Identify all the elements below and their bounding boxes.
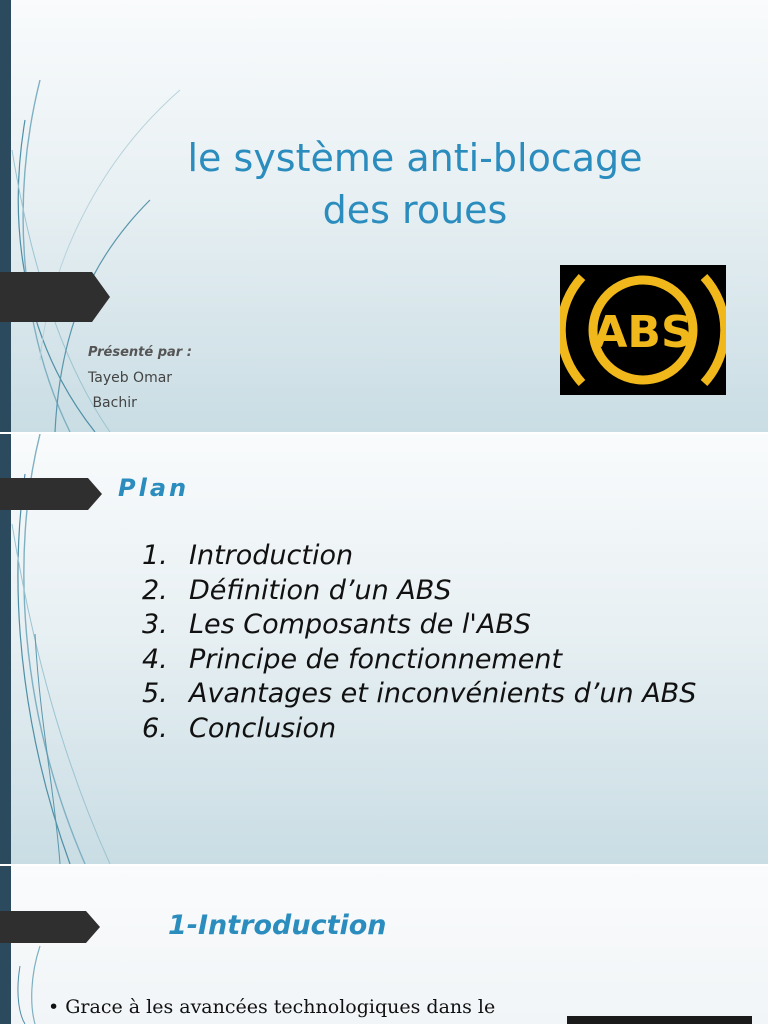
presented-by-label: Présenté par : [88, 345, 192, 360]
introduction-title: 1-Introduction [168, 910, 387, 941]
title-tab-marker [0, 272, 110, 322]
plan-item [142, 574, 696, 609]
author-name-1: Tayeb Omar [88, 370, 173, 386]
plan-item-number: 6. [142, 712, 168, 744]
slide-title [0, 0, 768, 432]
plan-item [142, 608, 696, 643]
title-line-1: le système anti-blocage [187, 136, 643, 180]
image-edge [567, 1016, 752, 1024]
plan-item-label: Principe de fonctionnement [189, 643, 563, 675]
plan-item [142, 712, 696, 747]
plan-item-number: 1. [142, 540, 168, 571]
intro-tab-marker [0, 911, 100, 943]
plan-item [142, 643, 696, 678]
plan-item-number: 2. [142, 574, 168, 606]
author-name-2: Bachir [88, 395, 137, 411]
plan-tab-marker [0, 478, 102, 510]
plan-item [142, 677, 696, 712]
plan-item-number: 4. [142, 643, 168, 675]
plan-list [142, 539, 696, 746]
presentation-title [150, 132, 680, 236]
plan-item-label: Conclusion [189, 712, 337, 744]
plan-item-number: 5. [142, 678, 168, 709]
abs-logo-text: ABS [593, 307, 693, 358]
introduction-bullet: • Grace à les avancées technologiques dans le [48, 996, 496, 1018]
plan-title: Plan [118, 474, 190, 502]
abs-warning-logo [560, 265, 726, 395]
plan-item [142, 539, 696, 574]
plan-item-label: Avantages et inconvénients d’un ABS [189, 678, 697, 709]
slide-plan [0, 434, 768, 864]
title-line-2: des roues [322, 188, 508, 232]
abs-warning-icon [560, 265, 726, 395]
plan-item-label: Les Composants de l'ABS [189, 609, 531, 640]
plan-item-label: Définition d’un ABS [189, 574, 452, 606]
slide-introduction [0, 866, 768, 1024]
plan-item-number: 3. [142, 609, 168, 640]
plan-item-label: Introduction [189, 540, 354, 571]
